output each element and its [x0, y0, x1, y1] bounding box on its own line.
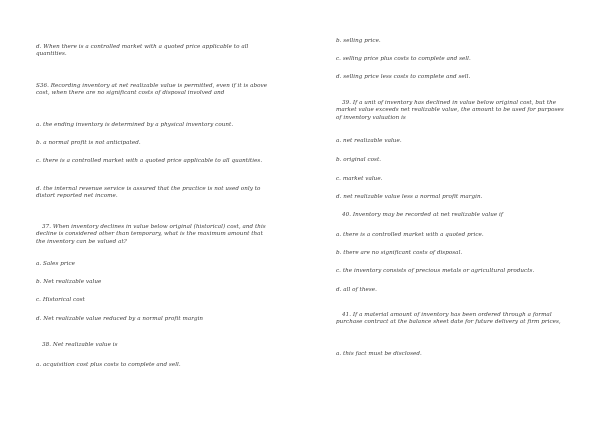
q36-option-b: b. a normal profit is not anticipated.: [36, 140, 141, 146]
q40-option-a: a. there is a controlled market with a quoted price.: [336, 232, 484, 238]
q38-option-b: b. selling price.: [336, 38, 381, 44]
q36-stem: S36. Recording inventory at net realizable value is permitted, even if it is above cost, when there are no significant costs of disposal involved and: [36, 83, 268, 97]
q39-stem-text: 39. If a unit of inventory has declined in value below original cost, but the market value exceeds net realizable value, the amount to be used for purposes of inventory valuation is: [336, 100, 564, 121]
q37-option-d: d. Net realizable value reduced by a normal profit margin: [36, 316, 204, 322]
q35-option-d: d. When there is a controlled market with a quoted price applicable to all quantities.: [36, 44, 249, 58]
q38-option-c: c. selling price plus costs to complete and sell.: [336, 56, 471, 62]
q39-option-d: d. net realizable value less a normal profit margin.: [336, 194, 483, 200]
q40-stem-text: 40. Inventory may be recorded at net realizable value if: [342, 212, 504, 218]
q40-stem: [336, 212, 568, 219]
q36-option-d: d. the internal revenue service is assured that the practice is not used only to distort reported net income.: [36, 186, 261, 200]
q41-stem: [336, 312, 568, 327]
q36-option-c: c. there is a controlled market with a quoted price applicable to all quantities.: [36, 158, 263, 164]
q40-option-b: b. there are no significant costs of disposal.: [336, 250, 463, 256]
q37-option-b: b. Net realizable value: [36, 279, 102, 285]
q38-option-a: a. acquisition cost plus costs to complete and sell.: [36, 362, 181, 368]
q38-stem: [36, 342, 268, 349]
q40-option-c: c. the inventory consists of precious metals or agricultural products.: [336, 268, 535, 274]
q37-option-c: c. Historical cost: [36, 297, 85, 303]
q38-stem-text: 38. Net realizable value is: [42, 342, 118, 348]
q39-stem: [336, 100, 568, 122]
q38-option-d: d. selling price less costs to complete and sell.: [336, 74, 471, 80]
q40-option-d: d. all of these.: [336, 287, 377, 293]
q41-stem-text: 41. If a material amount of inventory has been ordered through a formal purchase contract at the balance sheet date for future delivery at firm prices,: [336, 312, 561, 326]
q37-stem: [36, 224, 268, 246]
q39-option-a: a. net realizable value.: [336, 138, 402, 144]
q37-option-a: a. Sales price: [36, 261, 75, 267]
q41-option-a: a. this fact must be disclosed.: [336, 351, 422, 357]
q36-option-a: a. the ending inventory is determined by a physical inventory count.: [36, 122, 234, 128]
q39-option-b: b. original cost.: [336, 157, 382, 163]
q37-stem-text: 37. When inventory declines in value below original (historical) cost, and this decline is considered other than temporary, what is the maximum amount that the inventory can be valued at?: [36, 224, 266, 245]
q39-option-c: c. market value.: [336, 176, 383, 182]
